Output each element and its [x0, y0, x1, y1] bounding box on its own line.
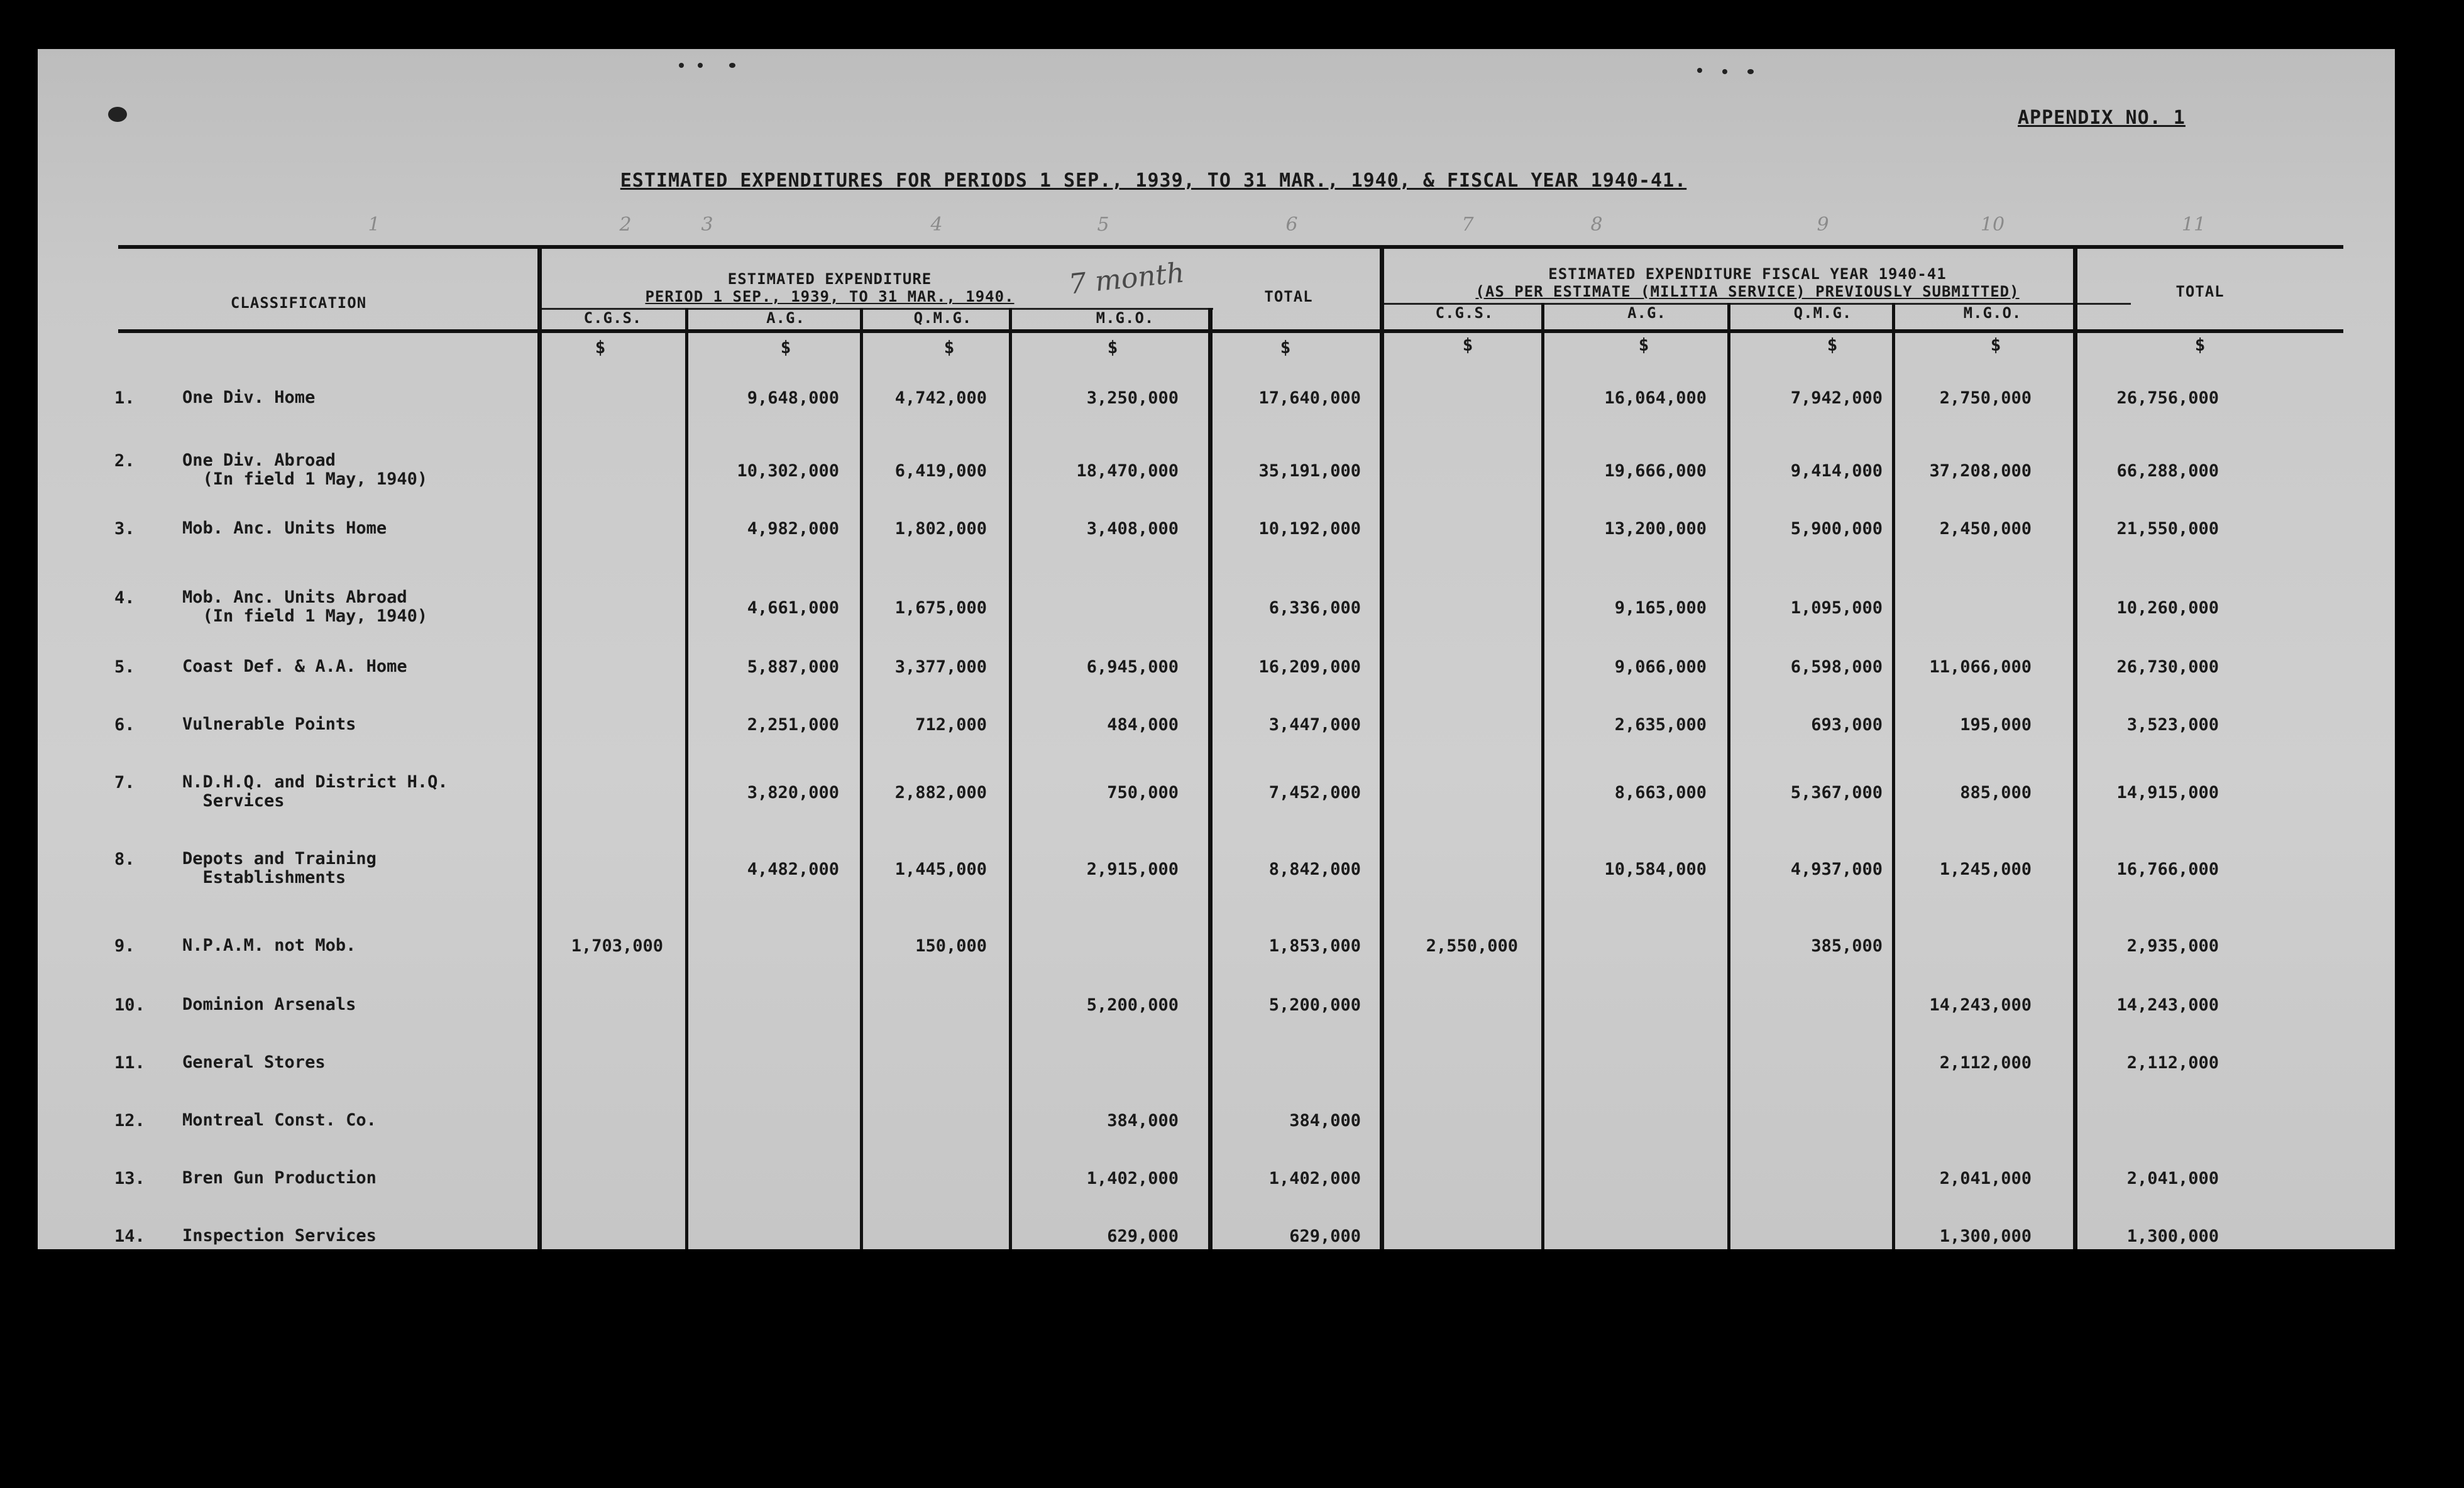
row-number: 3.	[114, 519, 135, 539]
cell-total-1: 10,192,000	[1258, 519, 1361, 539]
cell-ag-2: 9,066,000	[1614, 657, 1707, 677]
scan-speck	[679, 63, 684, 68]
row-classification: Mob. Anc. Units Home	[182, 518, 387, 538]
header-mgo-2: M.G.O.	[1963, 304, 2022, 322]
document-title-text: ESTIMATED EXPENDITURES FOR PERIODS 1 SEP., 1939, TO 31 MAR., 1940, & FISCAL YEAR 1940-41.	[620, 170, 1687, 192]
cell-total-2: 14,243,000	[2116, 995, 2219, 1015]
cell-ag-1: 3,820,000	[747, 783, 839, 802]
scan-blot	[108, 107, 127, 122]
row-number: 7.	[114, 773, 135, 792]
row-classification: N.D.H.Q. and District H.Q. Services	[182, 772, 448, 811]
header-cgs-1: C.G.S.	[583, 309, 642, 327]
cell-qmg-2: 5,367,000	[1790, 783, 1883, 802]
dollar-sign: $	[595, 337, 606, 358]
cell-total-1: 8,842,000	[1268, 860, 1361, 879]
cell-mgo-1: 3,408,000	[1086, 519, 1179, 539]
header-classification: CLASSIFICATION	[230, 294, 367, 312]
handwritten-note: 7 month	[1067, 256, 1186, 301]
header-group2-line2: (AS PER ESTIMATE (MILITIA SERVICE) PREVIOUSLY SUBMITTED)	[1475, 283, 2020, 300]
cell-qmg-1: 6,419,000	[894, 461, 987, 481]
cell-mgo-1: 5,200,000	[1086, 995, 1179, 1015]
cell-total-1: 17,640,000	[1258, 388, 1361, 408]
cell-total-1: 35,191,000	[1258, 461, 1361, 481]
dollar-sign: $	[2194, 334, 2206, 355]
row-classification: One Div. Home	[182, 388, 316, 407]
cell-qmg-1: 3,377,000	[894, 657, 987, 677]
cell-mgo-2: 2,750,000	[1939, 388, 2032, 408]
row-number: 8.	[114, 850, 135, 869]
dollar-sign: $	[1990, 334, 2001, 355]
dollar-sign: $	[943, 337, 955, 358]
row-number: 2.	[114, 451, 135, 471]
scan-speck	[729, 63, 735, 68]
cell-mgo-2: 11,066,000	[1929, 657, 2032, 677]
cell-ag-2: 2,635,000	[1614, 715, 1707, 735]
cell-qmg-1: 712,000	[915, 715, 987, 735]
cell-ag-1: 4,482,000	[747, 860, 839, 879]
cell-qmg-1: 2,882,000	[894, 783, 987, 802]
cell-total-1: 6,336,000	[1268, 598, 1361, 618]
cell-total-2: 26,730,000	[2116, 657, 2219, 677]
header-total-2: TOTAL	[2175, 283, 2225, 300]
column-number: 4	[930, 214, 943, 236]
scan-speck	[698, 63, 703, 68]
scan-speck	[1747, 69, 1754, 74]
cell-qmg-1: 1,802,000	[894, 519, 987, 539]
cell-ag-1: 10,302,000	[737, 461, 839, 481]
cell-total-2: 2,935,000	[2126, 936, 2219, 956]
row-classification: One Div. Abroad (In field 1 May, 1940)	[182, 451, 428, 489]
cell-mgo-2: 37,208,000	[1929, 461, 2032, 481]
cell-qmg-2: 385,000	[1811, 936, 1883, 956]
header-qmg-1: Q.M.G.	[913, 309, 972, 327]
column-number: 3	[701, 214, 713, 236]
cell-mgo-2: 1,300,000	[1939, 1227, 2032, 1246]
header-group1-line2: PERIOD 1 SEP., 1939, TO 31 MAR., 1940.	[645, 288, 1015, 305]
row-number: 5.	[114, 657, 135, 677]
cell-mgo-1: 629,000	[1107, 1227, 1179, 1246]
cell-ag-2: 8,663,000	[1614, 783, 1707, 802]
cell-mgo-2: 14,243,000	[1929, 995, 2032, 1015]
cell-total-2: 2,041,000	[2126, 1169, 2219, 1188]
table-row	[38, 388, 2395, 432]
cell-cgs-1: 1,703,000	[571, 936, 663, 956]
cell-mgo-2: 2,041,000	[1939, 1169, 2032, 1188]
dollar-sign: $	[1462, 334, 1473, 355]
column-number: 10	[1980, 214, 2005, 236]
cell-total-1: 16,209,000	[1258, 657, 1361, 677]
cell-ag-1: 4,661,000	[747, 598, 839, 618]
row-classification: Vulnerable Points	[182, 714, 356, 734]
cell-total-1: 629,000	[1289, 1227, 1361, 1246]
dollar-sign: $	[1107, 337, 1118, 358]
cell-mgo-1: 384,000	[1107, 1111, 1179, 1130]
column-number: 11	[2181, 214, 2206, 236]
row-number: 11.	[114, 1053, 145, 1073]
table-row	[38, 588, 2395, 632]
cell-qmg-2: 4,937,000	[1790, 860, 1883, 879]
cell-total-1: 384,000	[1289, 1111, 1361, 1130]
table-row	[38, 715, 2395, 759]
header-group2-line1: ESTIMATED EXPENDITURE FISCAL YEAR 1940-41	[1548, 265, 1947, 283]
cell-total-2: 66,288,000	[2116, 461, 2219, 481]
header-ag-2: A.G.	[1627, 304, 1666, 322]
cell-mgo-1: 750,000	[1107, 783, 1179, 802]
cell-total-2: 2,112,000	[2126, 1053, 2219, 1073]
row-number: 12.	[114, 1111, 145, 1130]
cell-ag-2: 19,666,000	[1604, 461, 1707, 481]
cell-mgo-1: 18,470,000	[1076, 461, 1179, 481]
cell-mgo-1: 484,000	[1107, 715, 1179, 735]
cell-total-2: 10,260,000	[2116, 598, 2219, 618]
table-row	[38, 451, 2395, 495]
table-row	[38, 1053, 2395, 1097]
dollar-sign: $	[780, 337, 791, 358]
table-row	[38, 657, 2395, 701]
table-row	[38, 1227, 2395, 1249]
cell-mgo-1: 3,250,000	[1086, 388, 1179, 408]
cell-qmg-1: 150,000	[915, 936, 987, 956]
row-classification: General Stores	[182, 1053, 326, 1072]
cell-ag-1: 4,982,000	[747, 519, 839, 539]
header-mgo-1: M.G.O.	[1096, 309, 1155, 327]
column-number: 1	[368, 214, 380, 236]
cell-ag-2: 10,584,000	[1604, 860, 1707, 879]
cell-mgo-2: 195,000	[1960, 715, 2032, 735]
row-number: 14.	[114, 1227, 145, 1246]
header-bottom-rule	[118, 329, 2343, 333]
column-number: 2	[619, 214, 632, 236]
cell-total-1: 1,402,000	[1268, 1169, 1361, 1188]
table-row	[38, 936, 2395, 980]
cell-qmg-2: 6,598,000	[1790, 657, 1883, 677]
table-row	[38, 773, 2395, 817]
cell-mgo-2: 2,112,000	[1939, 1053, 2032, 1073]
row-number: 1.	[114, 388, 135, 408]
column-number: 5	[1097, 214, 1109, 236]
row-number: 4.	[114, 588, 135, 608]
row-classification: Montreal Const. Co.	[182, 1110, 377, 1130]
cell-total-2: 14,915,000	[2116, 783, 2219, 802]
document-title	[38, 170, 2395, 192]
cell-qmg-1: 4,742,000	[894, 388, 987, 408]
cell-qmg-2: 7,942,000	[1790, 388, 1883, 408]
cell-mgo-1: 1,402,000	[1086, 1169, 1179, 1188]
cell-total-2: 1,300,000	[2126, 1227, 2219, 1246]
scan-speck	[1722, 69, 1727, 74]
row-number: 13.	[114, 1169, 145, 1188]
cell-total-1: 7,452,000	[1268, 783, 1361, 802]
table-top-rule	[118, 245, 2343, 249]
scan-speck	[1697, 68, 1702, 73]
column-number: 8	[1590, 214, 1603, 236]
dollar-sign: $	[1280, 337, 1291, 358]
column-number: 9	[1817, 214, 1829, 236]
cell-total-2: 21,550,000	[2116, 519, 2219, 539]
column-number: 7	[1461, 214, 1474, 236]
cell-qmg-2: 1,095,000	[1790, 598, 1883, 618]
header-cgs-2: C.G.S.	[1435, 304, 1494, 322]
cell-cgs-2: 2,550,000	[1426, 936, 1518, 956]
cell-qmg-1: 1,445,000	[894, 860, 987, 879]
cell-qmg-2: 5,900,000	[1790, 519, 1883, 539]
cell-total-2: 3,523,000	[2126, 715, 2219, 735]
row-classification: Dominion Arsenals	[182, 995, 356, 1014]
cell-mgo-2: 2,450,000	[1939, 519, 2032, 539]
header-qmg-2: Q.M.G.	[1793, 304, 1852, 322]
cell-qmg-2: 693,000	[1811, 715, 1883, 735]
cell-mgo-2: 885,000	[1960, 783, 2032, 802]
dollar-sign: $	[1638, 334, 1649, 355]
cell-ag-2: 9,165,000	[1614, 598, 1707, 618]
column-numbers	[38, 214, 2395, 239]
cell-ag-2: 16,064,000	[1604, 388, 1707, 408]
cell-qmg-2: 9,414,000	[1790, 461, 1883, 481]
cell-total-1: 5,200,000	[1268, 995, 1361, 1015]
table-row	[38, 1169, 2395, 1213]
row-number: 9.	[114, 936, 135, 956]
cell-ag-1: 2,251,000	[747, 715, 839, 735]
row-classification: Bren Gun Production	[182, 1168, 377, 1188]
header-total-1: TOTAL	[1264, 288, 1313, 305]
row-classification: Coast Def. & A.A. Home	[182, 657, 407, 676]
cell-mgo-2: 1,245,000	[1939, 860, 2032, 879]
document-sheet	[38, 49, 2395, 1249]
header-ag-1: A.G.	[766, 309, 805, 327]
row-classification: Inspection Services	[182, 1226, 377, 1245]
table-row	[38, 519, 2395, 563]
row-classification: N.P.A.M. not Mob.	[182, 936, 356, 955]
column-number: 6	[1285, 214, 1298, 236]
cell-total-1: 1,853,000	[1268, 936, 1361, 956]
dollar-sign: $	[1827, 334, 1838, 355]
table-row	[38, 1111, 2395, 1155]
table-row	[38, 995, 2395, 1039]
cell-qmg-1: 1,675,000	[894, 598, 987, 618]
cell-total-2: 16,766,000	[2116, 860, 2219, 879]
cell-ag-1: 9,648,000	[747, 388, 839, 408]
row-classification: Mob. Anc. Units Abroad (In field 1 May, 1940)	[182, 588, 428, 626]
cell-mgo-1: 2,915,000	[1086, 860, 1179, 879]
row-number: 10.	[114, 995, 145, 1015]
appendix-label: APPENDIX NO. 1	[2018, 107, 2186, 129]
cell-ag-2: 13,200,000	[1604, 519, 1707, 539]
row-classification: Depots and Training Establishments	[182, 849, 377, 887]
table-row	[38, 850, 2395, 894]
cell-mgo-1: 6,945,000	[1086, 657, 1179, 677]
header-group1-line1: ESTIMATED EXPENDITURE	[727, 270, 932, 288]
row-number: 6.	[114, 715, 135, 735]
cell-ag-1: 5,887,000	[747, 657, 839, 677]
cell-total-1: 3,447,000	[1268, 715, 1361, 735]
cell-total-2: 26,756,000	[2116, 388, 2219, 408]
